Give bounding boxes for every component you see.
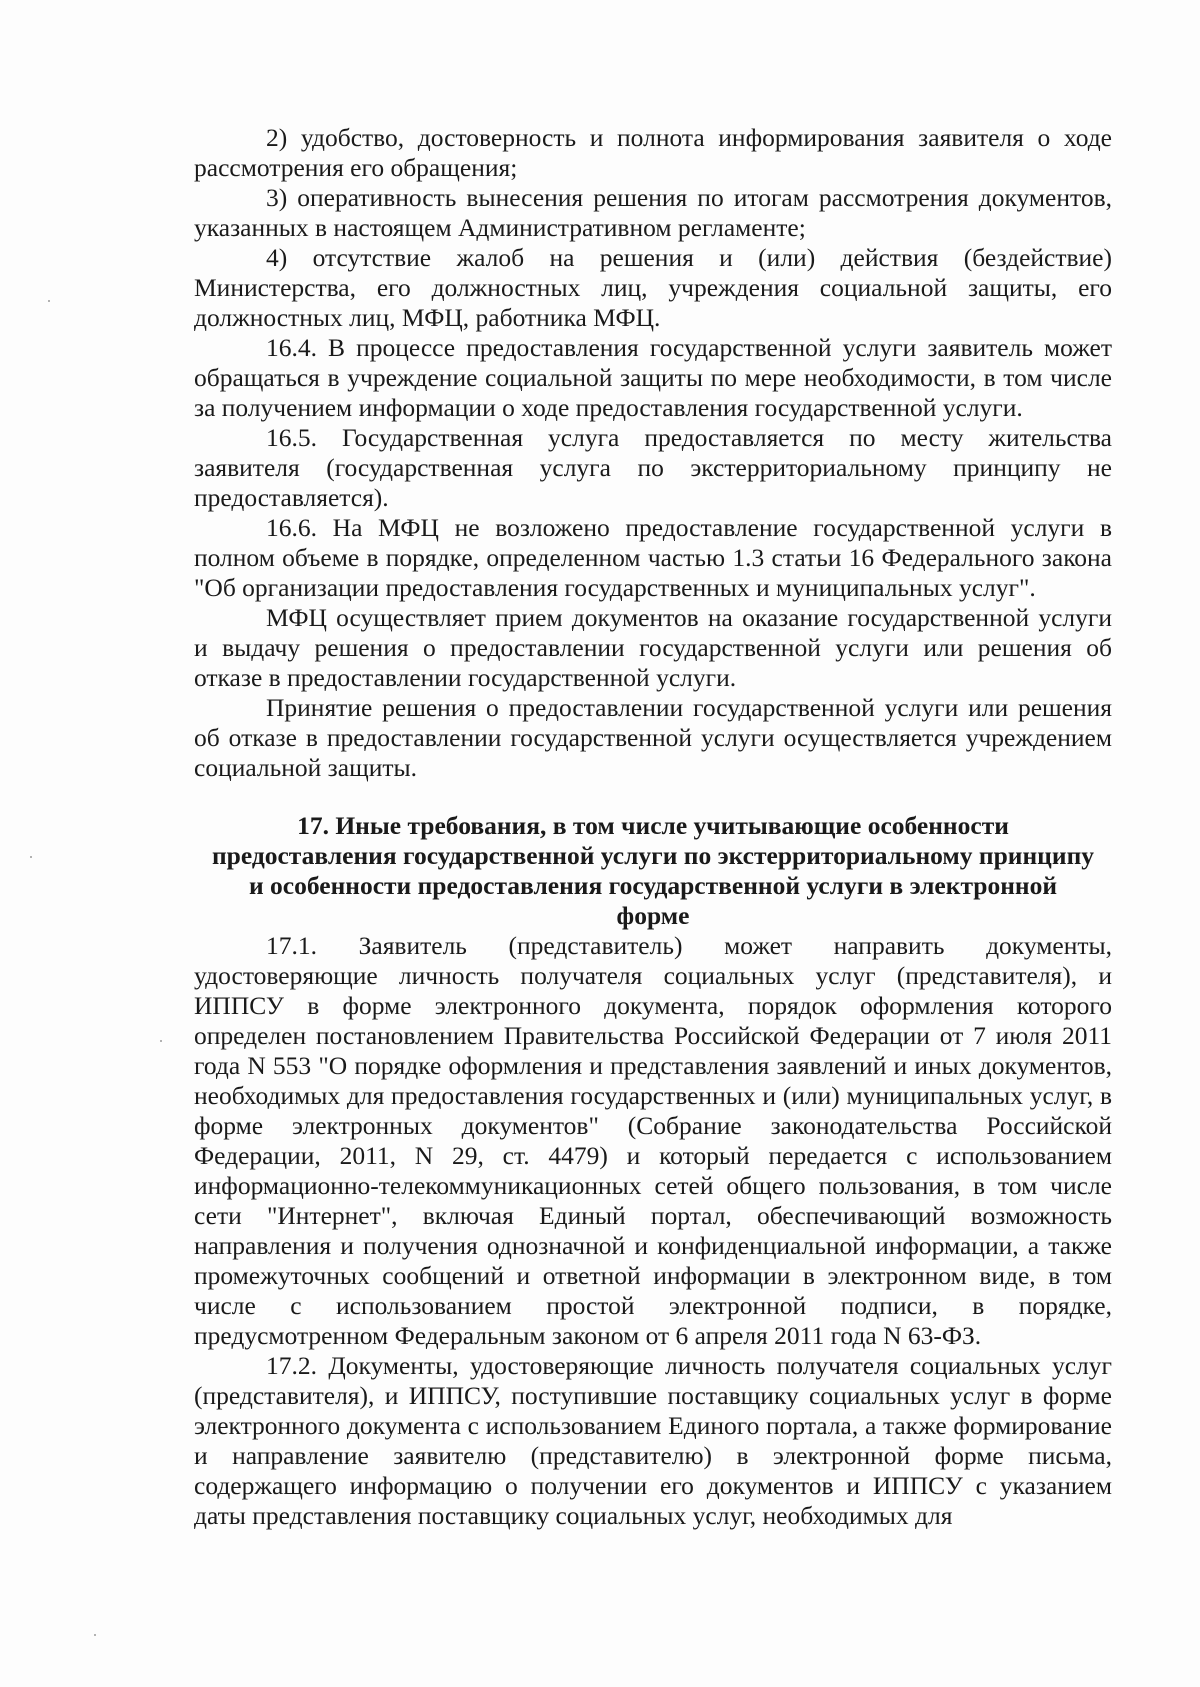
scan-speck	[30, 856, 32, 858]
scan-speck	[160, 1040, 162, 1042]
heading-line-4: форме	[616, 901, 690, 930]
paragraph-4: 4) отсутствие жалоб на решения и (или) действия (бездействие) Министерства, его должностных лиц, учреждения социальной защиты, его должностных лиц, МФЦ, работника МФЦ.	[194, 243, 1112, 332]
paragraph-16-6: 16.6. На МФЦ не возложено предоставление государственной услуги в полном объеме в порядке, определенном частью 1.3 статьи 16 Федерального закона "Об организации предоставления государственных и муниципальных услуг".	[194, 513, 1112, 602]
paragraph-2: 2) удобство, достоверность и полнота информирования заявителя о ходе рассмотрения его обращения;	[194, 123, 1112, 182]
scan-speck	[94, 1634, 96, 1636]
document-body	[194, 123, 1112, 1531]
paragraph-16-5: 16.5. Государственная услуга предоставляется по месту жительства заявителя (государственная услуга по экстерриториальному принципу не предоставляется).	[194, 423, 1112, 512]
paragraph-3: 3) оперативность вынесения решения по итогам рассмотрения документов, указанных в настоящем Административном регламенте;	[194, 183, 1112, 242]
heading-line-2: предоставления государственной услуги по экстерриториальному принципу	[211, 841, 1095, 870]
paragraph-decision: Принятие решения о предоставлении государственной услуги или решения об отказе в предоставлении государственной услуги осуществляется учреждением социальной защиты.	[194, 693, 1112, 782]
paragraph-17-1: 17.1. Заявитель (представитель) может направить документы, удостоверяющие личность получателя социальных услуг (представителя), и ИППСУ в форме электронного документа, порядок оформления которого определен постановлением Правительства Российской Федерации от 7 июля 2011 года N 553 "О порядке оформления и представления заявлений и иных документов, необходимых для предоставления государственных и (или) муниципальных услуг, в форме электронных документов" (Собрание законодательства Российской Федерации, 2011, N 29, ст. 4479) и который передается с использованием информационно-телекоммуникационных сетей общего пользования, в том числе сети "Интернет", включая Единый портал, обеспечивающий возможность направления и получения однозначной и конфиденциальной информации, а также промежуточных сообщений и ответной информации в электронном виде, в том числе с использованием простой электронной подписи, в порядке, предусмотренном Федеральным законом от 6 апреля 2011 года N 63-ФЗ.	[194, 931, 1112, 1350]
heading-line-3: и особенности предоставления государственной услуги в электронной	[248, 871, 1058, 900]
paragraph-mfc: МФЦ осуществляет прием документов на оказание государственной услуги и выдачу решения о предоставлении государственной услуги или решения об отказе в предоставлении государственной услуги.	[194, 603, 1112, 692]
section-heading-17	[194, 811, 1112, 931]
scan-speck	[48, 300, 50, 302]
paragraph-16-4: 16.4. В процессе предоставления государственной услуги заявитель может обращаться в учреждение социальной защиты по мере необходимости, в том числе за получением информации о ходе предоставления государственной услуги.	[194, 333, 1112, 422]
heading-line-1: 17. Иные требования, в том числе учитывающие особенности	[297, 811, 1009, 840]
paragraph-17-2: 17.2. Документы, удостоверяющие личность получателя социальных услуг (представителя), и ИППСУ, поступившие поставщику социальных услуг в форме электронного документа с использованием Единого портала, а также формирование и направление заявителю (представителю) в электронной форме письма, содержащего информацию о получении его документов и ИППСУ с указанием даты представления поставщику социальных услуг, необходимых для	[194, 1351, 1112, 1530]
